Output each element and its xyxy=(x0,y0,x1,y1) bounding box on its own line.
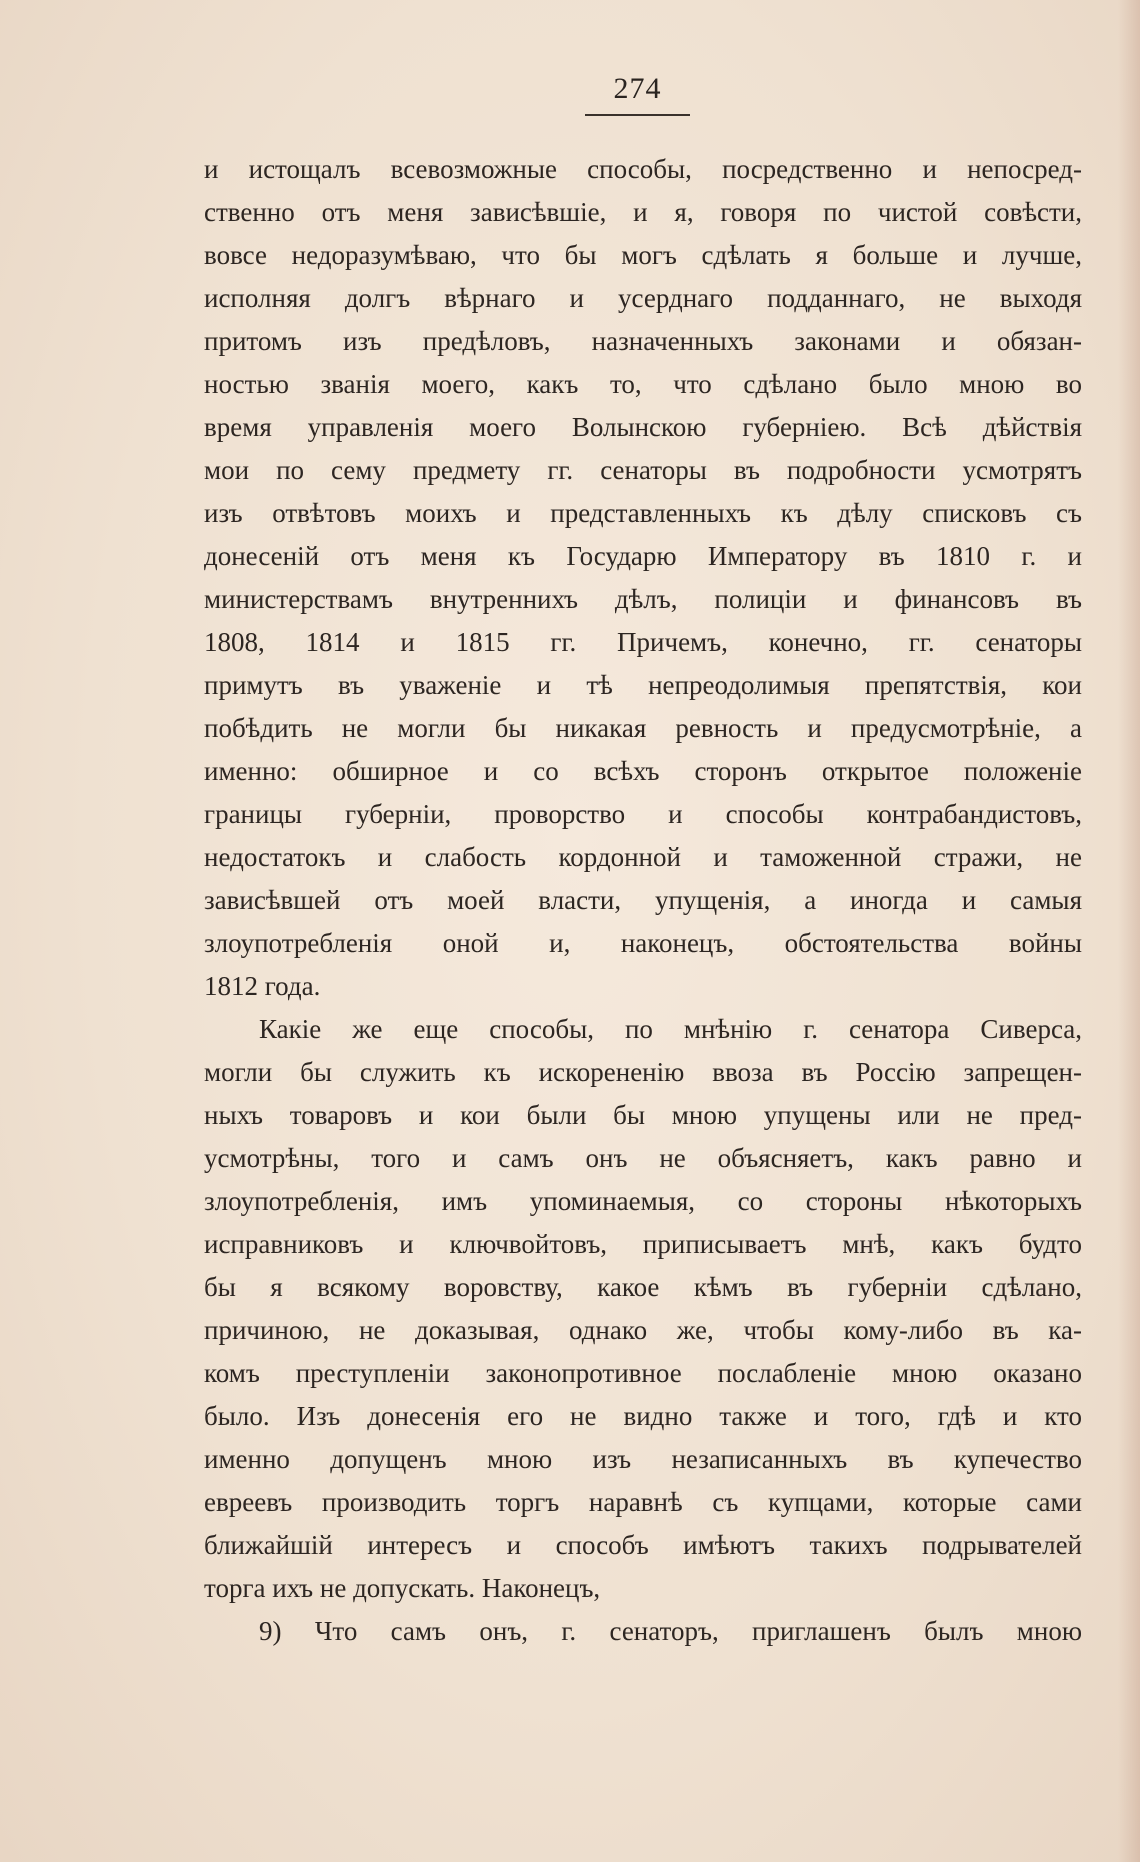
text-line: 1808, 1814 и 1815 гг. Причемъ, конечно, гг. сенаторы xyxy=(204,627,1082,657)
text-line: притомъ изъ предѣловъ, назначенныхъ законами и обязан- xyxy=(204,326,1082,356)
text-line: побѣдить не могли бы никакая ревность и предусмотрѣніе, а xyxy=(204,713,1082,743)
text-line: зависѣвшей отъ моей власти, упущенія, а иногда и самыя xyxy=(204,885,1082,915)
page-number: 274 xyxy=(613,72,662,105)
text-line: исправниковъ и ключвойтовъ, приписываетъ мнѣ, какъ будто xyxy=(204,1229,1082,1259)
text-line: недостатокъ и слабость кордонной и таможенной стражи, не xyxy=(204,842,1082,872)
text-line: причиною, не доказывая, однако же, чтобы кому-либо въ ка- xyxy=(204,1315,1082,1345)
text-line: евреевъ производить торгъ наравнѣ съ купцами, которые сами xyxy=(204,1487,1082,1517)
text-line: усмотрѣны, того и самъ онъ не объясняетъ, какъ равно и xyxy=(204,1143,1082,1173)
page-number-underline xyxy=(585,114,690,116)
text-line: ностью званія моего, какъ то, что сдѣлано было мною во xyxy=(204,369,1082,399)
text-line: было. Изъ донесенія его не видно также и того, гдѣ и кто xyxy=(204,1401,1082,1431)
text-line: комъ преступленіи законопротивное послабленіе мною оказано xyxy=(204,1358,1082,1388)
text-line: и истощалъ всевозможные способы, посредственно и непосред- xyxy=(204,154,1082,184)
text-line: 1812 года. xyxy=(204,971,321,1001)
page-edge-shadow xyxy=(1118,0,1140,1862)
text-line: примутъ въ уваженіе и тѣ непреодолимыя препятствія, кои xyxy=(204,670,1082,700)
text-line: ныхъ товаровъ и кои были бы мною упущены или не пред- xyxy=(204,1100,1082,1130)
text-line: границы губерніи, проворство и способы контрабандистовъ, xyxy=(204,799,1082,829)
text-line: бы я всякому воровству, какое кѣмъ въ губерніи сдѣлано, xyxy=(204,1272,1082,1302)
text-line: 9) Что самъ онъ, г. сенаторъ, приглашенъ былъ мною xyxy=(259,1616,1082,1646)
text-line: ближайшій интересъ и способъ имѣютъ такихъ подрывателей xyxy=(204,1530,1082,1560)
text-line: мои по сему предмету гг. сенаторы въ подробности усмотрятъ xyxy=(204,455,1082,485)
text-line: именно допущенъ мною изъ незаписанныхъ въ купечество xyxy=(204,1444,1082,1474)
text-line: время управленія моего Волынскою губерніею. Всѣ дѣйствія xyxy=(204,412,1082,442)
text-line: министерствамъ внутреннихъ дѣлъ, полиціи и финансовъ въ xyxy=(204,584,1082,614)
text-line: злоупотребленія оной и, наконецъ, обстоятельства войны xyxy=(204,928,1082,958)
text-line: торга ихъ не допускать. Наконецъ, xyxy=(204,1573,601,1603)
text-line: именно: обширное и со всѣхъ сторонъ открытое положеніе xyxy=(204,756,1082,786)
text-line: могли бы служить къ искорененію ввоза въ Россію запрещен- xyxy=(204,1057,1082,1087)
body-text xyxy=(204,148,1082,1653)
text-line: донесеній отъ меня къ Государю Императору въ 1810 г. и xyxy=(204,541,1082,571)
text-line: Какіе же еще способы, по мнѣнію г. сенатора Сиверса, xyxy=(259,1014,1082,1044)
text-line: ственно отъ меня зависѣвшіе, и я, говоря по чистой совѣсти, xyxy=(204,197,1082,227)
text-line: вовсе недоразумѣваю, что бы могъ сдѣлать я больше и лучше, xyxy=(204,240,1082,270)
text-line: изъ отвѣтовъ моихъ и представленныхъ къ дѣлу списковъ съ xyxy=(204,498,1082,528)
text-line: исполняя долгъ вѣрнаго и усерднаго подданнаго, не выходя xyxy=(204,283,1082,313)
text-line: злоупотребленія, имъ упоминаемыя, со стороны нѣкоторыхъ xyxy=(204,1186,1082,1216)
